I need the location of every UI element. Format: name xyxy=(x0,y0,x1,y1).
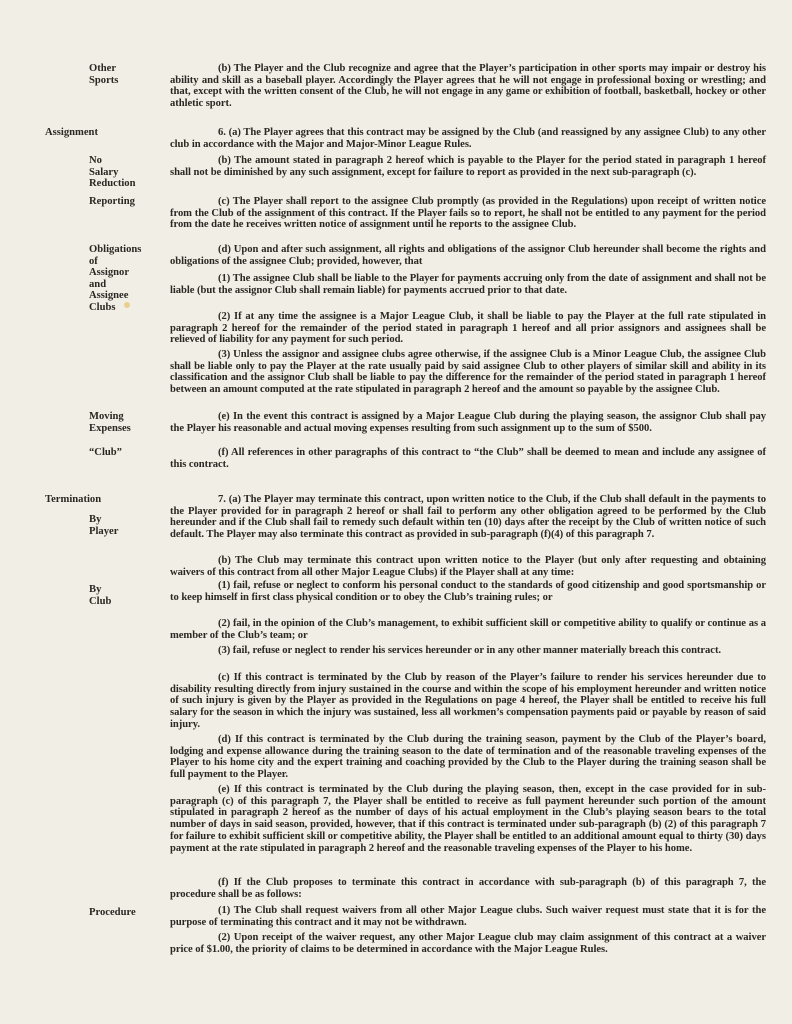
para-7b: (b) The Club may terminate this contract upon written notice to the Player (but only after requesting and obtaining waivers of this contract from all other Major League Clubs) if the Player shall at any time: xyxy=(170,555,766,578)
paper-stain xyxy=(124,302,130,308)
para-6f: (f) All references in other paragraphs of this contract to “the Club” shall be deemed to mean and include any assignee of this contract. xyxy=(170,447,766,470)
para-6d-3: (3) Unless the assignor and assignee clubs agree otherwise, if the assignee Club is a Minor League Club, the assignee Club shall be liable only to pay the Player at the rate usually paid by said assignee Club to other players of similar skill and ability in its classification and the assignor Club shall be liable to pay the difference for the remainder of the period stated in paragraph 1 hereof between an amount computed at the rate stipulated in paragraph 2 hereof and the amount so payable by the assignee Club. xyxy=(170,349,766,396)
para-7b-2: (2) fail, in the opinion of the Club’s management, to exhibit sufficient skill or competitive ability to qualify or continue as a member of the Club’s team; or xyxy=(170,618,766,641)
para-6a: 6. (a) The Player agrees that this contract may be assigned by the Club (and reassigned by any assignee Club) to any other club in accordance with the Major and Major-Minor League Rules. xyxy=(170,127,766,150)
label-club-definition: “Club” xyxy=(89,447,122,458)
label-moving-expenses: Moving Expenses xyxy=(89,411,131,434)
para-7f-1: (1) The Club shall request waivers from all other Major League clubs. Such waiver request must state that it is for the purpose of terminating this contract and it may not be withdrawn. xyxy=(170,905,766,928)
para-6c: (c) The Player shall report to the assignee Club promptly (as provided in the Regulations) upon receipt of written notice from the Club of the assignment of this contract. If the Player fails so to report, he shall not be entitled to any payment for the period from the date he receives written notice of assignment until he reports to the assignee Club. xyxy=(170,196,766,231)
para-6b: (b) The amount stated in paragraph 2 hereof which is payable to the Player for the period stated in paragraph 1 hereof shall not be diminished by any such assignment, except for failure to report as provided in the next sub-paragraph (c). xyxy=(170,155,766,178)
para-7d: (d) If this contract is terminated by the Club during the training season, payment by the Club of the Player’s board, lodging and expense allowance during the training season to the date of termination and of the reasonable traveling expenses of the Player to his home city and the expert training and coaching provided by the Club to the Player during the training season shall be full payment to the Player. xyxy=(170,734,766,781)
para-7b-1: (1) fail, refuse or neglect to conform his personal conduct to the standards of good citizenship and good sportsmanship or to keep himself in first class physical condition or to obey the Club’s training rules; or xyxy=(170,580,766,603)
label-procedure: Procedure xyxy=(89,907,136,918)
label-by-club: By Club xyxy=(89,584,112,607)
label-assignment: Assignment xyxy=(45,127,98,138)
label-no-salary-reduction: No Salary Reduction xyxy=(89,155,136,189)
para-other-sports-b: (b) The Player and the Club recognize and agree that the Player’s participation in other sports may impair or destroy his ability and skill as a baseball player. Accordingly the Player agrees that he will not engage in professional boxing or wrestling; and that, except with the written consent of the Club, he will not engage in any game or exhibition of football, basketball, hockey or other athletic sport. xyxy=(170,63,766,110)
label-reporting: Reporting xyxy=(89,196,135,207)
para-7f: (f) If the Club proposes to terminate this contract in accordance with sub-paragraph (b) of this paragraph 7, the procedure shall be as follows: xyxy=(170,877,766,900)
para-6e: (e) In the event this contract is assigned by a Major League Club during the playing season, the assignor Club shall pay the Player his reasonable and actual moving expenses resulting from such assignment up to the sum of $500. xyxy=(170,411,766,434)
label-obligations: Obligations of Assignor and Assignee Clubs xyxy=(89,244,142,313)
para-7e: (e) If this contract is terminated by the Club during the playing season, then, except in the case provided for in sub-paragraph (c) of this paragraph 7, the Player shall be entitled to receive as full payment hereunder such portion of the amount stipulated in paragraph 2 hereof as the number of days of his actual employment in the Club’s playing season bears to the total number of days in said season, provided, however, that if this contract is terminated under sub-paragraph (b) (2) of this paragraph 7 for failure to exhibit sufficient skill or competitive ability, the Player shall be entitled to an additional amount equal to thirty (30) days payment at the rate stipulated in paragraph 2 hereof and the reasonable traveling expenses of the Player to his home. xyxy=(170,784,766,854)
label-by-player: By Player xyxy=(89,514,119,537)
label-termination: Termination xyxy=(45,494,102,505)
label-other-sports: Other Sports xyxy=(89,63,119,86)
para-7a: 7. (a) The Player may terminate this contract, upon written notice to the Club, if the Club shall default in the payments to the Player provided for in paragraph 2 hereof or shall fail to perform any other obligation agreed to be performed by the Club hereunder and if the Club shall fail to remedy such default within ten (10) days after the receipt by the Club of written notice of such default. The Player may also terminate this contract as provided in sub-paragraph (f)(4) of this paragraph 7. xyxy=(170,494,766,541)
para-6d-1: (1) The assignee Club shall be liable to the Player for payments accruing only from the date of assignment and shall not be liable (but the assignor Club shall remain liable) for payments accrued prior to that date. xyxy=(170,273,766,296)
para-7c: (c) If this contract is terminated by the Club by reason of the Player’s failure to render his services hereunder due to disability resulting directly from injury sustained in the course and within the scope of his employment hereunder and written notice of such injury is given by the Player as provided in the Regulations on page 4 hereof, the Player shall be entitled to receive his full salary for the season in which the injury was sustained, less all workmen’s compensation payments paid or payable by reason of said injury. xyxy=(170,672,766,730)
para-7b-3: (3) fail, refuse or neglect to render his services hereunder or in any other manner materially breach this contract. xyxy=(218,645,722,656)
para-6d-2: (2) If at any time the assignee is a Major League Club, it shall be liable to pay the Player at the full rate stipulated in paragraph 2 hereof for the remainder of the period stated in paragraph 1 hereof and all prior assignors and assignees shall be relieved of liability for any payment for such period. xyxy=(170,311,766,346)
para-6d: (d) Upon and after such assignment, all rights and obligations of the assignor Club hereunder shall become the rights and obligations of the assignee Club; provided, however, that xyxy=(170,244,766,267)
para-7f-2: (2) Upon receipt of the waiver request, any other Major League club may claim assignment of this contract at a waiver price of $1.00, the priority of claims to be determined in accordance with the Major League Rules. xyxy=(170,932,766,955)
